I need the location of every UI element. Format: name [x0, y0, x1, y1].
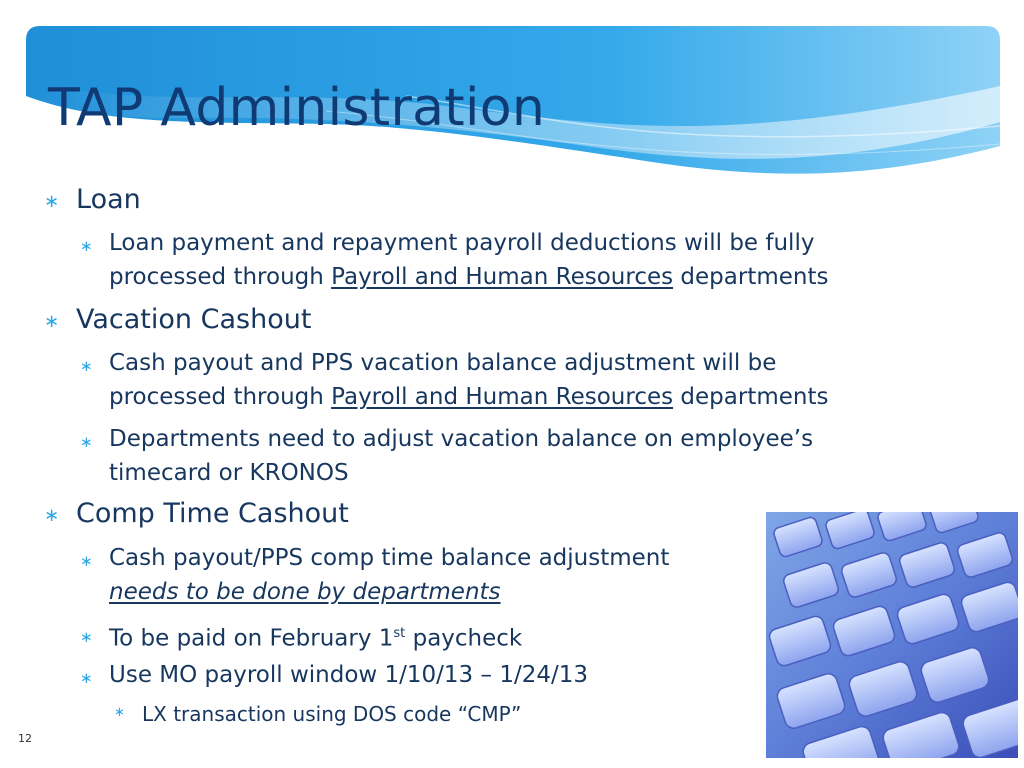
- bullet-text: Use MO payroll window 1/10/13 – 1/24/13: [109, 662, 588, 688]
- bullet-text: [109, 226, 828, 294]
- bullet-comp: [44, 498, 349, 529]
- bullet-icon: ∗: [44, 311, 60, 332]
- text-span: departments: [673, 384, 829, 410]
- bullet-loan-payroll: [80, 226, 828, 294]
- bullet-icon: ∗: [44, 191, 60, 212]
- line-emphasis: needs to be done by departments: [109, 579, 501, 605]
- bullet-icon: ∗: [80, 237, 93, 255]
- bullet-icon: ∗: [80, 552, 93, 570]
- bullet-text: [109, 346, 828, 414]
- bullet-vacation-payout: [80, 346, 828, 414]
- text-span: processed through: [109, 264, 332, 290]
- bullet-comp-lx: [114, 702, 521, 726]
- line: Loan payment and repayment payroll deductions will be fully: [109, 230, 815, 256]
- bullet-icon: ∗: [44, 505, 60, 526]
- heading-comp: Comp Time Cashout: [76, 498, 349, 529]
- bullet-icon: ∗: [80, 357, 93, 375]
- bullet-comp-paycheck: [80, 617, 522, 656]
- payroll-hr-link[interactable]: Payroll and Human Resources: [331, 264, 674, 290]
- superscript: st: [393, 626, 406, 641]
- bullet-icon: ∗: [80, 433, 93, 451]
- heading-vacation: Vacation Cashout: [76, 304, 312, 335]
- line: [109, 380, 828, 414]
- payroll-hr-link[interactable]: Payroll and Human Resources: [331, 384, 674, 410]
- page-number: 12: [18, 732, 32, 745]
- slide-title: TAP Administration: [48, 78, 546, 138]
- bullet-text: [109, 422, 813, 490]
- bullet-icon: ∗: [114, 705, 125, 720]
- bullet-loan: [44, 184, 141, 215]
- text-span: departments: [673, 264, 829, 290]
- text-span: To be paid on February 1: [109, 625, 394, 652]
- bullet-comp-window: [80, 658, 588, 695]
- bullet-vacation: [44, 304, 311, 335]
- bullet-icon: ∗: [80, 628, 93, 646]
- heading-loan: Loan: [76, 184, 141, 215]
- line: timecard or KRONOS: [109, 460, 349, 486]
- line: Cash payout and PPS vacation balance adjustment will be: [109, 350, 777, 376]
- bullet-comp-payout: [80, 541, 669, 609]
- text-span: paycheck: [405, 625, 523, 652]
- bullet-text: LX transaction using DOS code “CMP”: [142, 702, 522, 726]
- line: [109, 260, 828, 294]
- keyboard-photo-icon: [766, 512, 1018, 758]
- line: Cash payout/PPS comp time balance adjustment: [109, 545, 670, 571]
- bullet-text: [109, 541, 669, 609]
- bullet-icon: ∗: [80, 669, 93, 687]
- line: Departments need to adjust vacation balance on employee’s: [109, 426, 814, 452]
- text-span: processed through: [109, 384, 332, 410]
- bullet-text: [109, 617, 522, 656]
- bullet-vacation-adjust: [80, 422, 813, 490]
